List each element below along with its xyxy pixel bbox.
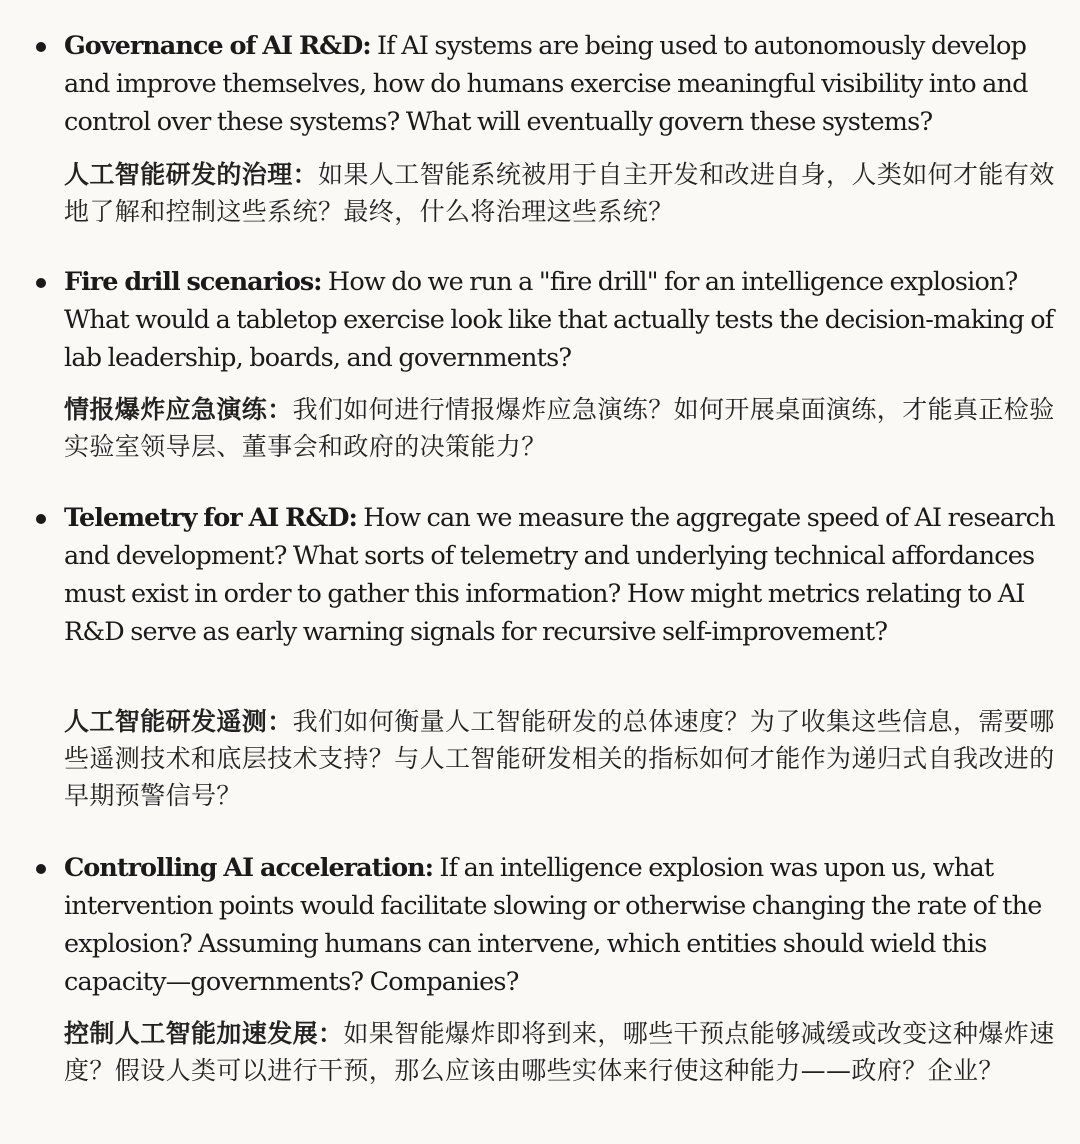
english-paragraph (64, 499, 1064, 651)
english-paragraph (64, 27, 1064, 141)
english-paragraph (64, 849, 1064, 1001)
chinese-text: 我们如何衡量人工智能研发的总体速度？为了收集这些信息，需要哪些遥测技术和底层技术支持？与人工智能研发相关的指标如何才能作为递归式自我改进的早期预警信号？ (64, 707, 1055, 810)
chinese-paragraph (64, 1015, 1060, 1089)
english-term: Telemetry for AI R&D: (64, 503, 357, 533)
bullet-icon (36, 864, 46, 874)
chinese-text: 如果人工智能系统被用于自主开发和改进自身，人类如何才能有效地了解和控制这些系统？最终，什么将治理这些系统？ (64, 160, 1055, 226)
bullet-icon (36, 514, 46, 524)
chinese-term: 情报爆炸应急演练： (64, 395, 293, 424)
chinese-text: 我们如何进行情报爆炸应急演练？如何开展桌面演练，才能真正检验实验室领导层、董事会和政府的决策能力？ (64, 395, 1055, 461)
english-term: Fire drill scenarios: (64, 267, 322, 297)
chinese-term: 人工智能研发的治理： (64, 160, 319, 189)
chinese-paragraph (64, 156, 1060, 230)
english-term: Controlling AI acceleration: (64, 853, 434, 883)
bullet-icon (36, 278, 46, 288)
english-term: Governance of AI R&D: (64, 31, 371, 61)
bullet-icon (36, 42, 46, 52)
chinese-paragraph (64, 391, 1060, 465)
chinese-term: 控制人工智能加速发展： (64, 1019, 344, 1048)
chinese-text: 如果智能爆炸即将到来，哪些干预点能够减缓或改变这种爆炸速度？假设人类可以进行干预，那么应该由哪些实体来行使这种能力——政府？企业？ (64, 1019, 1055, 1085)
chinese-term: 人工智能研发遥测： (64, 707, 293, 736)
english-paragraph (64, 263, 1064, 377)
english-text: If an intelligence explosion was upon us, what intervention points would facilitate slowing or otherwise changing the rate of the explosion? Assuming humans can intervene, which entities should wield this capacity—governments? Companies? (64, 853, 1042, 997)
english-text: How can we measure the aggregate speed of AI research and development? What sorts of telemetry and underlying technical affordances must exist in order to gather this information? How might metrics relating to AI R&D serve as early warning signals for recursive self-improvement? (64, 503, 1055, 647)
english-text: If AI systems are being used to autonomously develop and improve themselves, how do humans exercise meaningful visibility into and control over these systems? What will eventually govern these systems? (64, 31, 1028, 137)
chinese-paragraph (64, 703, 1060, 814)
english-text: How do we run a "fire drill" for an intelligence explosion? What would a tabletop exercise look like that actually tests the decision-making of lab leadership, boards, and governments? (64, 267, 1054, 373)
